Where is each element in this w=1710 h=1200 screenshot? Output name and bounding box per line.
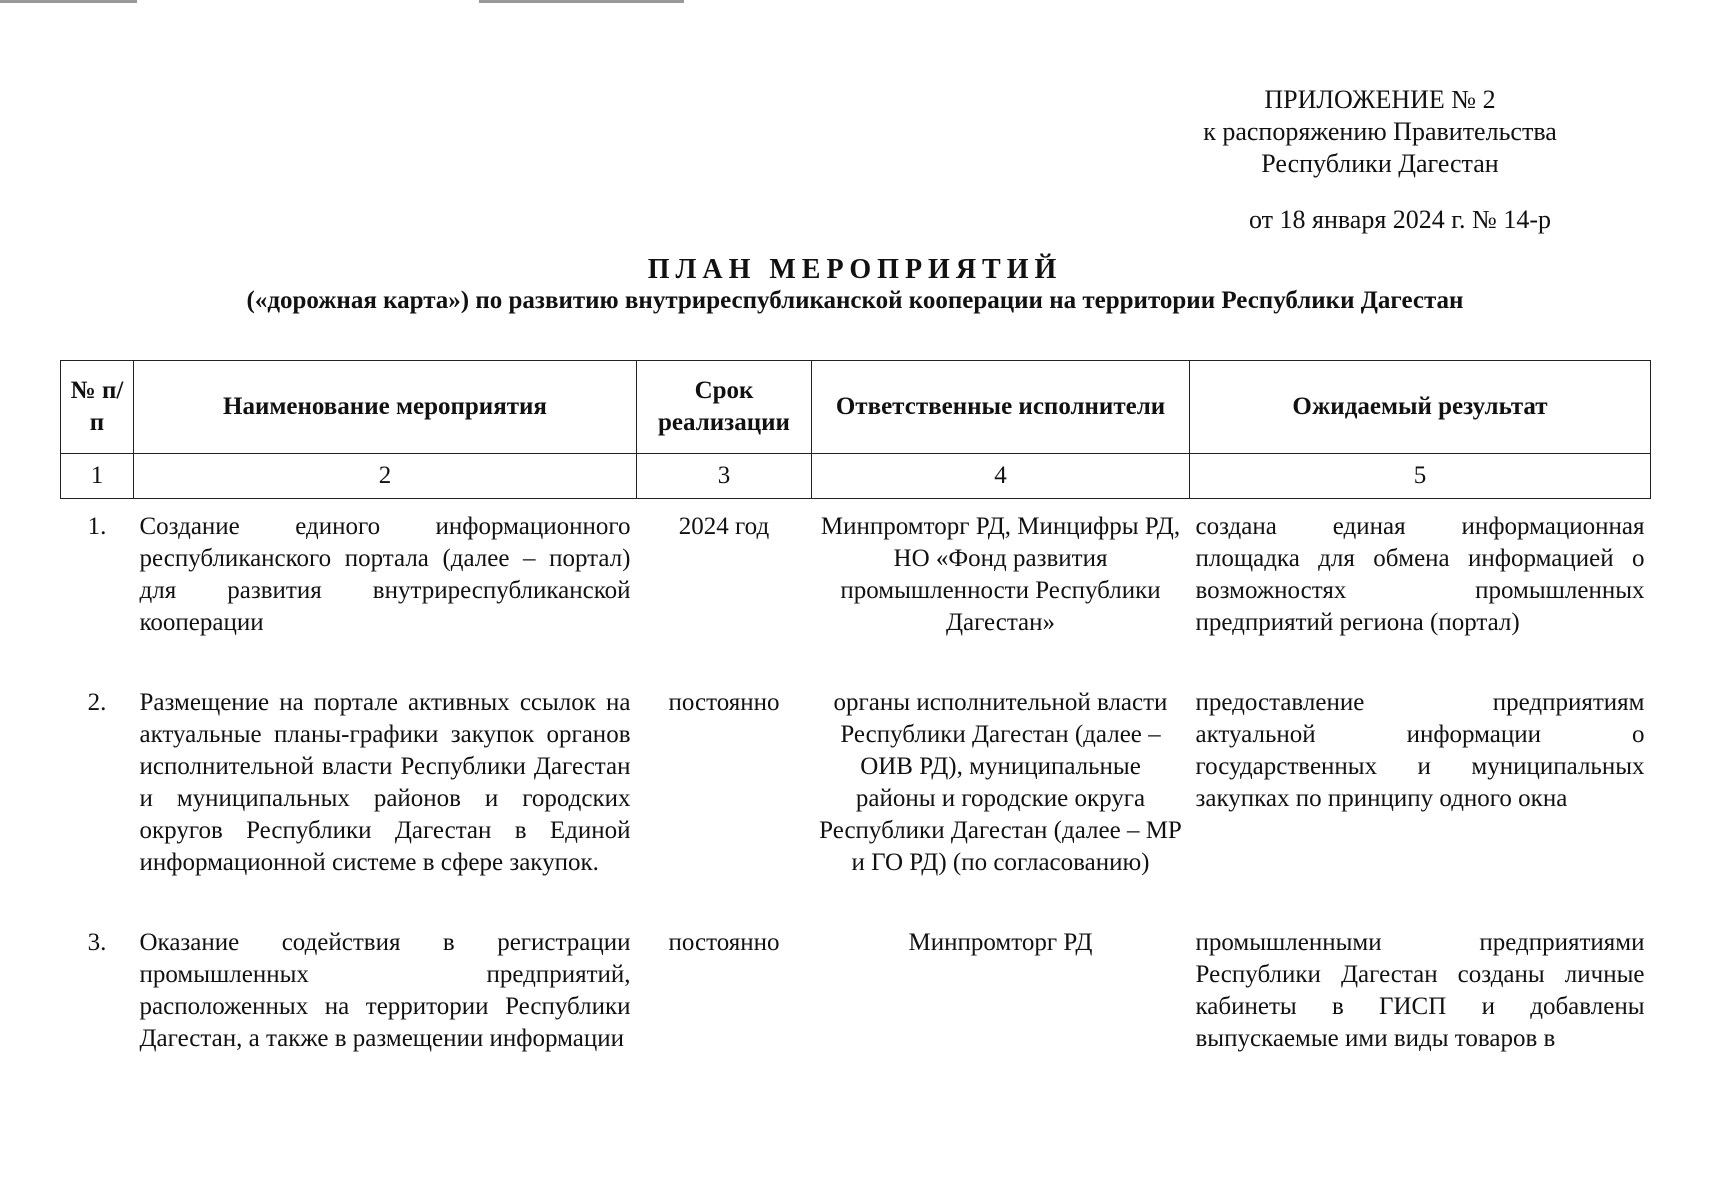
row-number: 1. [87, 513, 107, 540]
table-row [61, 499, 1651, 676]
row-executors: Минпромторг РД, Минцифры РД, НО «Фонд развития промышленности Республики Дагестан» [820, 513, 1181, 636]
row-name: Создание единого информационного республиканского портала (далее – портал) для развития внутриреспубликанской кооперации [139, 513, 631, 636]
header-term: Срок реализации [637, 361, 812, 454]
header-name: Наименование мероприятия [134, 361, 637, 454]
row-result: промышленными предприятиями Республики Дагестан созданы личные кабинеты в ГИСП и добавлены выпускаемые ими виды товаров в [1195, 929, 1645, 1052]
column-number: 2 [134, 454, 637, 499]
scan-edge-line [0, 0, 1710, 3]
table-row [61, 915, 1651, 1091]
appendix-line-2: к распоряжению Правительства [1203, 117, 1557, 146]
appendix-line-3: Республики Дагестан [1261, 149, 1499, 178]
header-executors: Ответственные исполнители [812, 361, 1190, 454]
row-result: предоставление предприятиям актуальной информации о государственных и муниципальных закупках по принципу одного окна [1195, 689, 1645, 812]
row-term: постоянно [668, 689, 780, 716]
row-name: Оказание содействия в регистрации промышленных предприятий, расположенных на территории Республики Дагестан, а также в размещении информации [139, 929, 631, 1052]
table-row [61, 675, 1651, 915]
plan-table [60, 360, 1651, 1091]
column-number: 5 [1190, 454, 1651, 499]
row-executors: Минпромторг РД [908, 929, 1093, 956]
appendix-date: от 18 января 2024 г. № 14-р [1248, 205, 1552, 234]
column-number: 4 [812, 454, 1190, 499]
plan-subtitle: («дорожная карта») по развитию внутриреспубликанской кооперации на территории Республики Дагестан [246, 287, 1464, 314]
table-header-row [61, 361, 1651, 454]
row-name: Размещение на портале активных ссылок на актуальные планы-графики закупок органов исполнительной власти Республики Дагестан и муниципальных районов и городских округов Республики Дагестан в Единой информационной системе в сфере закупок. [139, 689, 631, 876]
row-result: создана единая информационная площадка для обмена информацией о возможностях промышленных предприятий региона (портал) [1195, 513, 1645, 636]
row-number: 2. [87, 689, 107, 716]
column-number-row [61, 454, 1651, 499]
appendix-title: ПРИЛОЖЕНИЕ № 2 [1264, 85, 1496, 114]
plan-title: ПЛАН МЕРОПРИЯТИЙ [647, 254, 1063, 285]
row-number: 3. [87, 929, 107, 956]
header-number: № п/п [61, 361, 134, 454]
column-number: 3 [637, 454, 812, 499]
row-term: 2024 год [678, 513, 770, 540]
row-executors: органы исполнительной власти Республики Дагестан (далее – ОИВ РД), муниципальные районы и городские округа Республики Дагестан (далее – МР и ГО РД) (по согласованию) [819, 689, 1182, 876]
column-number: 1 [61, 454, 134, 499]
row-term: постоянно [668, 929, 780, 956]
header-result: Ожидаемый результат [1190, 361, 1651, 454]
appendix-block [1170, 84, 1590, 180]
